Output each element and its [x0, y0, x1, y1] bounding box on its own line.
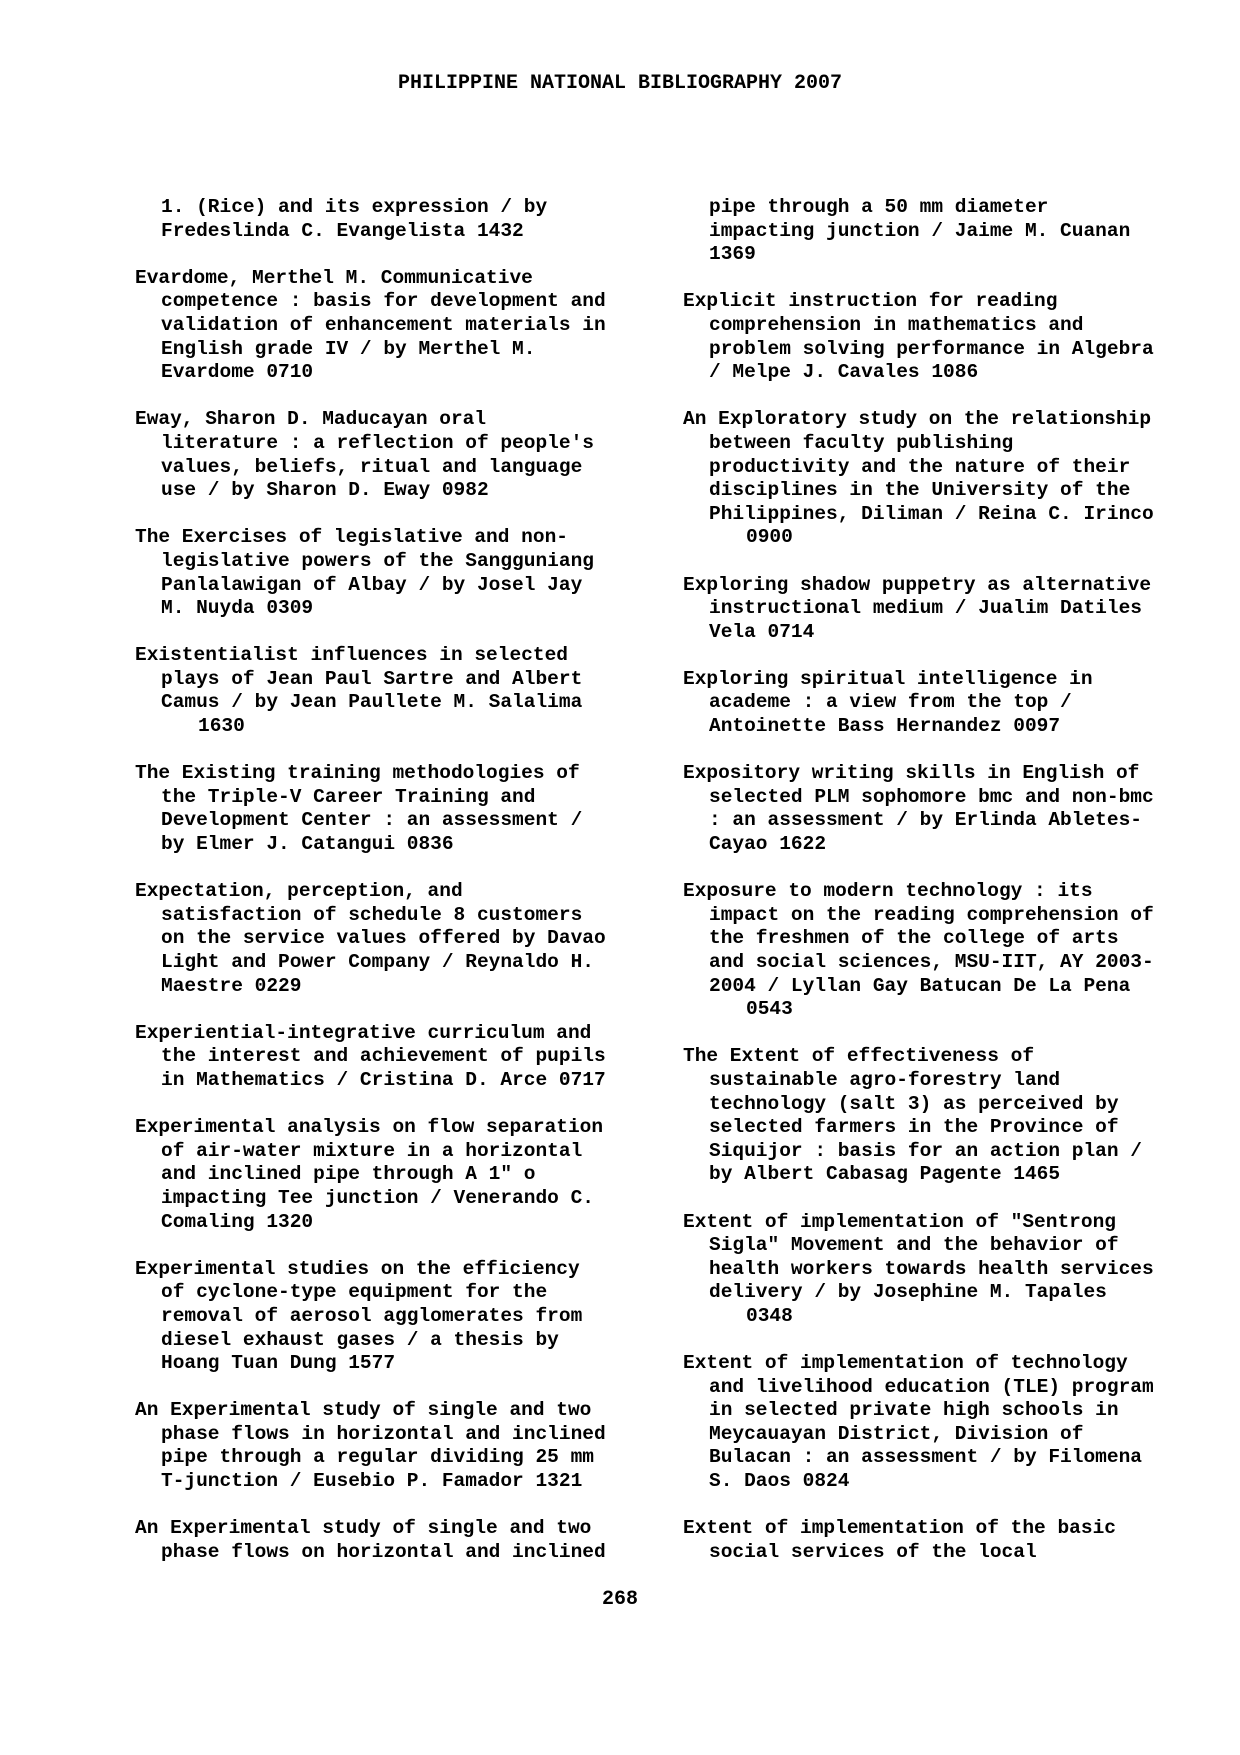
bibliography-entry: [683, 1517, 1223, 1564]
entry-line: of cyclone-type equipment for the: [161, 1281, 548, 1304]
entry-line: An Exploratory study on the relationship: [683, 408, 1152, 431]
entry-line: impacting junction / Jaime M. Cuanan: [709, 219, 1131, 242]
bibliography-entry: [683, 668, 1223, 739]
entry-line: removal of aerosol agglomerates from: [161, 1304, 583, 1327]
entry-line: sustainable agro-forestry land: [709, 1068, 1061, 1091]
entry-line: disciplines in the University of the: [709, 479, 1131, 502]
entry-line: phase flows in horizontal and inclined: [161, 1422, 606, 1445]
entry-line: 0543: [746, 998, 793, 1021]
bibliography-entry: [135, 408, 675, 502]
bibliography-entry: [683, 196, 1223, 267]
entry-line: pipe through a 50 mm diameter: [709, 196, 1049, 218]
entry-line: diesel exhaust gases / a thesis by: [161, 1328, 559, 1351]
entry-line: English grade IV / by Merthel M.: [161, 337, 536, 360]
entry-line: : an assessment / by Erlinda Abletes-: [709, 809, 1142, 832]
entry-line: 0348: [746, 1304, 793, 1327]
entry-line: The Existing training methodologies of: [135, 762, 580, 785]
entry-line: Panlalawigan of Albay / by Josel Jay: [161, 573, 583, 596]
entry-line: validation of enhancement materials in: [161, 313, 606, 336]
bibliography-entry: [683, 574, 1223, 645]
entry-line: on the service values offered by Davao: [161, 927, 606, 950]
entry-line: Maestre 0229: [161, 974, 302, 997]
bibliography-entry: [135, 1258, 675, 1376]
entry-line: between faculty publishing: [709, 431, 1014, 454]
entry-line: and social sciences, MSU-IIT, AY 2003-: [709, 951, 1154, 973]
entry-line: by Albert Cabasag Pagente 1465: [709, 1163, 1061, 1186]
bibliography-entry: [683, 1352, 1223, 1494]
entry-line: productivity and the nature of their: [709, 455, 1131, 478]
page-header: PHILIPPINE NATIONAL BIBLIOGRAPHY 2007: [397, 72, 843, 95]
entry-line: selected farmers in the Province of: [709, 1116, 1119, 1139]
entry-line: 1. (Rice) and its expression / by: [161, 196, 548, 218]
entry-line: impact on the reading comprehension of: [709, 903, 1154, 926]
entry-line: Cayao 1622: [709, 833, 827, 856]
entry-line: Vela 0714: [709, 620, 815, 643]
entry-line: values, beliefs, ritual and language: [161, 455, 583, 478]
entry-line: of air-water mixture in a horizontal: [161, 1139, 583, 1162]
entry-line: Exploring shadow puppetry as alternative: [683, 573, 1152, 596]
entry-line: pipe through a regular dividing 25 mm: [161, 1446, 594, 1469]
entry-line: literature : a reflection of people's: [161, 431, 594, 454]
entry-line: delivery / by Josephine M. Tapales: [709, 1281, 1107, 1304]
entry-line: Extent of implementation of technology: [683, 1352, 1128, 1375]
entry-line: health workers towards health services: [709, 1257, 1154, 1280]
bibliography-entry: [683, 290, 1223, 384]
entry-line: Evardome, Merthel M. Communicative: [135, 266, 533, 289]
entry-line: Exposure to modern technology : its: [683, 880, 1093, 903]
entry-line: Antoinette Bass Hernandez 0097: [709, 715, 1061, 738]
entry-line: Camus / by Jean Paullete M. Salalima: [161, 691, 583, 714]
bibliography-entry: [683, 762, 1223, 856]
bibliography-entry: [135, 762, 675, 856]
bibliography-entry: [135, 526, 675, 620]
entry-line: use / by Sharon D. Eway 0982: [161, 479, 489, 502]
entry-line: the interest and achievement of pupils: [161, 1045, 606, 1068]
entry-line: problem solving performance in Algebra: [709, 337, 1154, 360]
entry-line: Eway, Sharon D. Maducayan oral: [135, 408, 487, 431]
entry-line: 2004 / Lyllan Gay Batucan De La Pena: [709, 974, 1131, 997]
entry-line: 1369: [709, 243, 756, 266]
entry-line: social services of the local: [709, 1540, 1037, 1563]
bibliography-entry: [135, 1517, 675, 1564]
entry-line: Hoang Tuan Dung 1577: [161, 1352, 396, 1375]
entry-line: in selected private high schools in: [709, 1399, 1119, 1422]
entry-line: T-junction / Eusebio P. Famador 1321: [161, 1470, 583, 1493]
bibliography-entry: [135, 267, 675, 385]
bibliography-entry: [683, 1045, 1223, 1187]
entry-line: satisfaction of schedule 8 customers: [161, 903, 583, 926]
entry-line: Development Center : an assessment /: [161, 809, 583, 832]
entry-line: by Elmer J. Catangui 0836: [161, 833, 454, 856]
bibliography-entry: [135, 644, 675, 738]
entry-line: academe : a view from the top /: [709, 691, 1072, 714]
entry-line: and livelihood education (TLE) program: [709, 1375, 1154, 1398]
bibliography-entry: [683, 408, 1223, 550]
entry-line: and inclined pipe through A 1" o: [161, 1163, 536, 1186]
entry-line: Sigla" Movement and the behavior of: [709, 1234, 1119, 1257]
entry-line: technology (salt 3) as perceived by: [709, 1092, 1119, 1115]
entry-line: plays of Jean Paul Sartre and Albert: [161, 667, 583, 690]
entry-line: The Exercises of legislative and non-: [135, 526, 568, 549]
entry-line: Siquijor : basis for an action plan /: [709, 1139, 1142, 1162]
page-number: 268: [601, 1588, 638, 1611]
entry-line: Meycauayan District, Division of: [709, 1422, 1084, 1445]
entry-line: Light and Power Company / Reynaldo H.: [161, 951, 594, 973]
entry-line: Explicit instruction for reading: [683, 290, 1058, 313]
entry-line: Extent of implementation of "Sentrong: [683, 1210, 1116, 1233]
entry-line: Evardome 0710: [161, 361, 314, 384]
entry-line: the Triple-V Career Training and: [161, 785, 536, 808]
entry-line: Experiential-integrative curriculum and: [135, 1021, 592, 1044]
entry-line: in Mathematics / Cristina D. Arce 0717: [161, 1068, 606, 1091]
entry-line: / Melpe J. Cavales 1086: [709, 361, 979, 384]
entry-line: Expository writing skills in English of: [683, 762, 1140, 785]
bibliography-entry: [135, 880, 675, 998]
bibliography-entry: [135, 1022, 675, 1093]
entry-line: the freshmen of the college of arts: [709, 927, 1119, 950]
entry-line: Philippines, Diliman / Reina C. Irinco: [709, 502, 1154, 525]
entry-line: M. Nuyda 0309: [161, 597, 314, 620]
entry-line: phase flows on horizontal and inclined: [161, 1540, 606, 1563]
entry-line: selected PLM sophomore bmc and non-bmc: [709, 785, 1154, 808]
entry-line: S. Daos 0824: [709, 1470, 850, 1493]
entry-line: 0900: [746, 526, 793, 549]
left-column: [135, 196, 675, 1588]
entry-line: 1630: [198, 715, 245, 738]
bibliography-entry: [135, 196, 675, 243]
entry-line: Existentialist influences in selected: [135, 644, 568, 667]
bibliography-entry: [683, 880, 1223, 1022]
bibliography-entry: [135, 1116, 675, 1234]
entry-line: comprehension in mathematics and: [709, 313, 1084, 336]
entry-line: Comaling 1320: [161, 1210, 314, 1233]
entry-line: Experimental studies on the efficiency: [135, 1257, 580, 1280]
entry-line: An Experimental study of single and two: [135, 1517, 592, 1540]
entry-line: The Extent of effectiveness of: [683, 1045, 1035, 1068]
entry-line: legislative powers of the Sangguniang: [161, 549, 594, 572]
bibliography-entry: [135, 1399, 675, 1493]
entry-line: Bulacan : an assessment / by Filomena: [709, 1446, 1142, 1469]
entry-line: impacting Tee junction / Venerando C.: [161, 1186, 594, 1209]
entry-line: competence : basis for development and: [161, 290, 606, 313]
entry-line: An Experimental study of single and two: [135, 1399, 592, 1422]
entry-line: Experimental analysis on flow separation: [135, 1116, 604, 1139]
entry-line: instructional medium / Jualim Datiles: [709, 597, 1142, 620]
bibliography-entry: [683, 1211, 1223, 1329]
entry-line: Expectation, perception, and: [135, 880, 463, 903]
entry-line: Fredeslinda C. Evangelista 1432: [161, 219, 524, 242]
entry-line: Extent of implementation of the basic: [683, 1517, 1116, 1540]
entry-line: Exploring spiritual intelligence in: [683, 667, 1093, 690]
right-column: [683, 196, 1223, 1588]
